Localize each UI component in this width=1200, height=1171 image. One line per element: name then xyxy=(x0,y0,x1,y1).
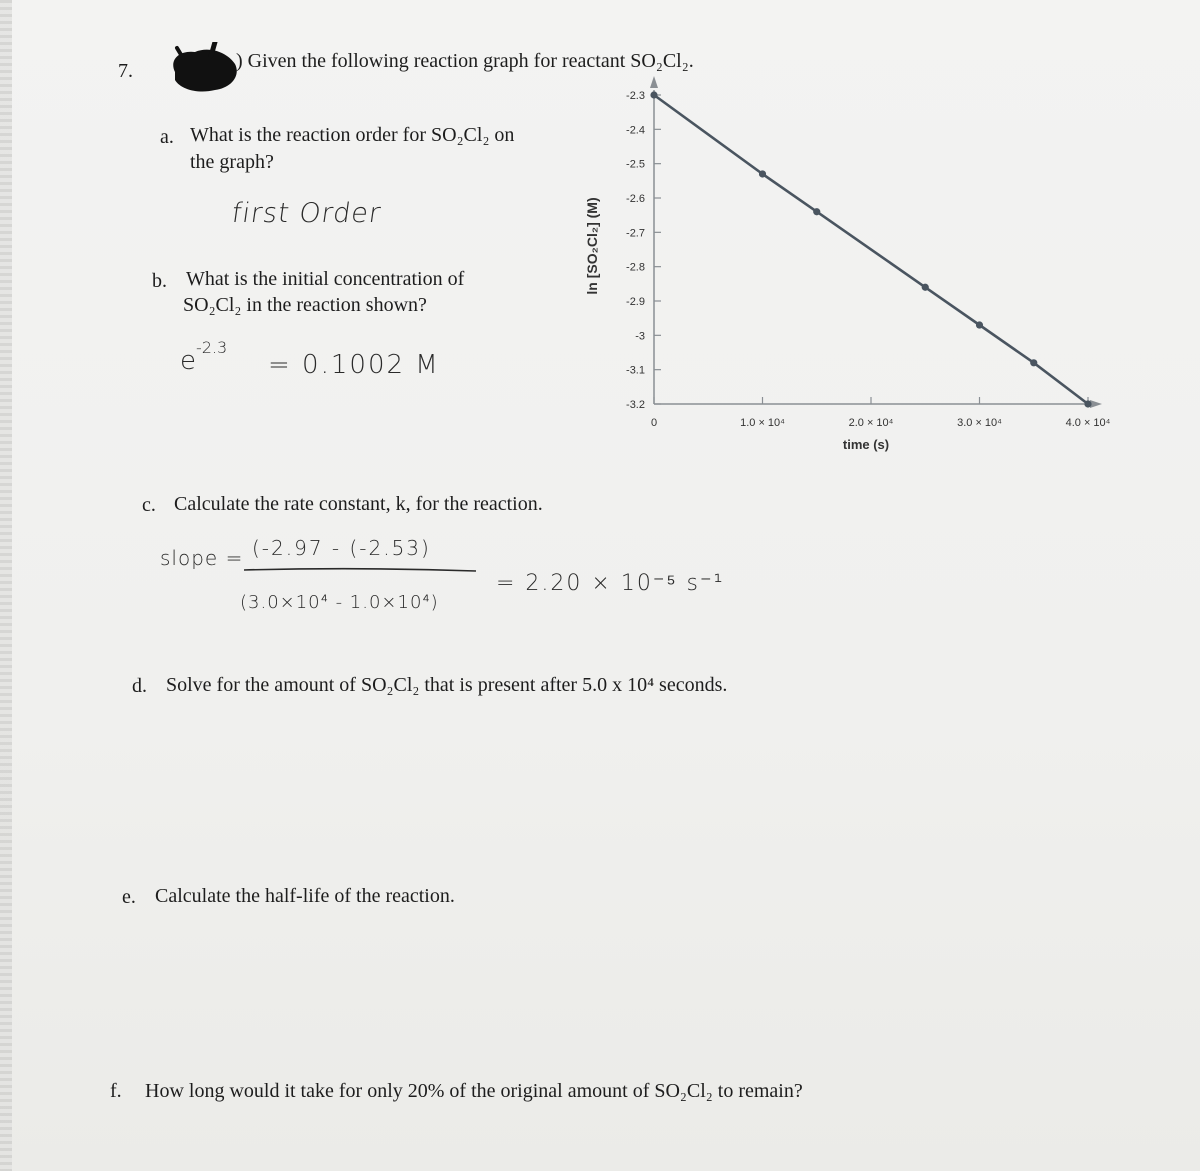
part-b-answer-base: e xyxy=(180,346,196,376)
y-axis-arrowhead xyxy=(650,76,658,88)
y-tick-label: -2.6 xyxy=(626,193,645,205)
question-number: 7. xyxy=(118,60,133,82)
part-b-answer-value: = 0.1002 M xyxy=(268,350,440,380)
y-tick-label: -3.1 xyxy=(626,364,645,377)
data-point xyxy=(922,284,929,291)
y-tick-label: -2.3 xyxy=(626,90,645,102)
part-a-question-line2: the graph? xyxy=(190,151,274,173)
data-point xyxy=(1030,359,1037,366)
x-tick-label: 3.0 × 10⁴ xyxy=(957,417,1002,429)
y-tick-label: -3.2 xyxy=(626,399,645,411)
series-line xyxy=(654,95,1088,404)
part-a-answer: first Order xyxy=(229,198,384,229)
x-tick-label: 4.0 × 10⁴ xyxy=(1065,417,1111,429)
y-tick-label: -2.4 xyxy=(626,124,645,137)
part-e-letter: e. xyxy=(122,886,136,908)
y-axis-label: ln [SO₂Cl₂] (M) xyxy=(584,197,600,295)
data-point xyxy=(759,170,766,177)
x-axis-ticks xyxy=(651,397,1111,429)
part-b-answer-exponent: -2.3 xyxy=(196,338,228,357)
y-axis-ticks xyxy=(626,90,661,411)
part-c-slope-label: slope = xyxy=(160,546,244,570)
y-tick-label: -2.5 xyxy=(626,158,645,171)
x-tick-label: 2.0 × 10⁴ xyxy=(848,417,894,429)
part-e-question: Calculate the half-life of the reaction. xyxy=(155,885,455,907)
part-c-result: = 2.20 × 10⁻⁵ s⁻¹ xyxy=(496,571,725,596)
x-tick-label: 0 xyxy=(650,417,658,429)
data-point xyxy=(813,208,820,215)
part-d-question: Solve for the amount of SO₂Cl₂ that is present after 5.0 x 10⁴ seconds. xyxy=(166,674,728,696)
part-c-numerator: (-2.97 - (-2.53) xyxy=(252,536,431,560)
x-axis-arrowhead xyxy=(1090,400,1102,408)
part-b-letter: b. xyxy=(152,270,167,292)
y-tick-label: -2.9 xyxy=(626,296,645,308)
part-a-question-line1: What is the reaction order for SO₂Cl₂ on xyxy=(190,124,515,146)
ln-concentration-vs-time-chart xyxy=(570,60,1130,460)
part-c-question: Calculate the rate constant, k, for the reaction. xyxy=(174,493,543,515)
part-c-denominator: (3.0×10⁴ - 1.0×10⁴) xyxy=(240,592,439,613)
x-axis-label: time (s) xyxy=(842,437,890,452)
redaction-mark xyxy=(165,42,240,94)
part-f-letter: f. xyxy=(110,1080,122,1102)
data-point xyxy=(976,321,983,328)
part-c-letter: c. xyxy=(142,494,156,516)
part-f-question: How long would it take for only 20% of the original amount of SO₂Cl₂ to remain? xyxy=(145,1080,803,1102)
x-tick-label: 1.0 × 10⁴ xyxy=(740,417,785,429)
binder-edge xyxy=(0,0,12,1171)
question-header: ) Given the following reaction graph for reactant SO₂Cl₂. xyxy=(236,50,694,72)
data-point xyxy=(650,91,657,98)
y-tick-label: -2.8 xyxy=(626,261,645,274)
y-tick-label: -3 xyxy=(635,330,645,343)
part-a-letter: a. xyxy=(160,126,174,148)
part-c-fraction-bar xyxy=(240,566,480,574)
part-b-question-line1: What is the initial concentration of xyxy=(186,268,465,290)
part-d-letter: d. xyxy=(132,675,147,697)
part-b-question-line2: SO₂Cl₂ in the reaction shown? xyxy=(183,294,427,316)
data-point xyxy=(1084,400,1091,407)
y-tick-label: -2.7 xyxy=(626,227,645,240)
